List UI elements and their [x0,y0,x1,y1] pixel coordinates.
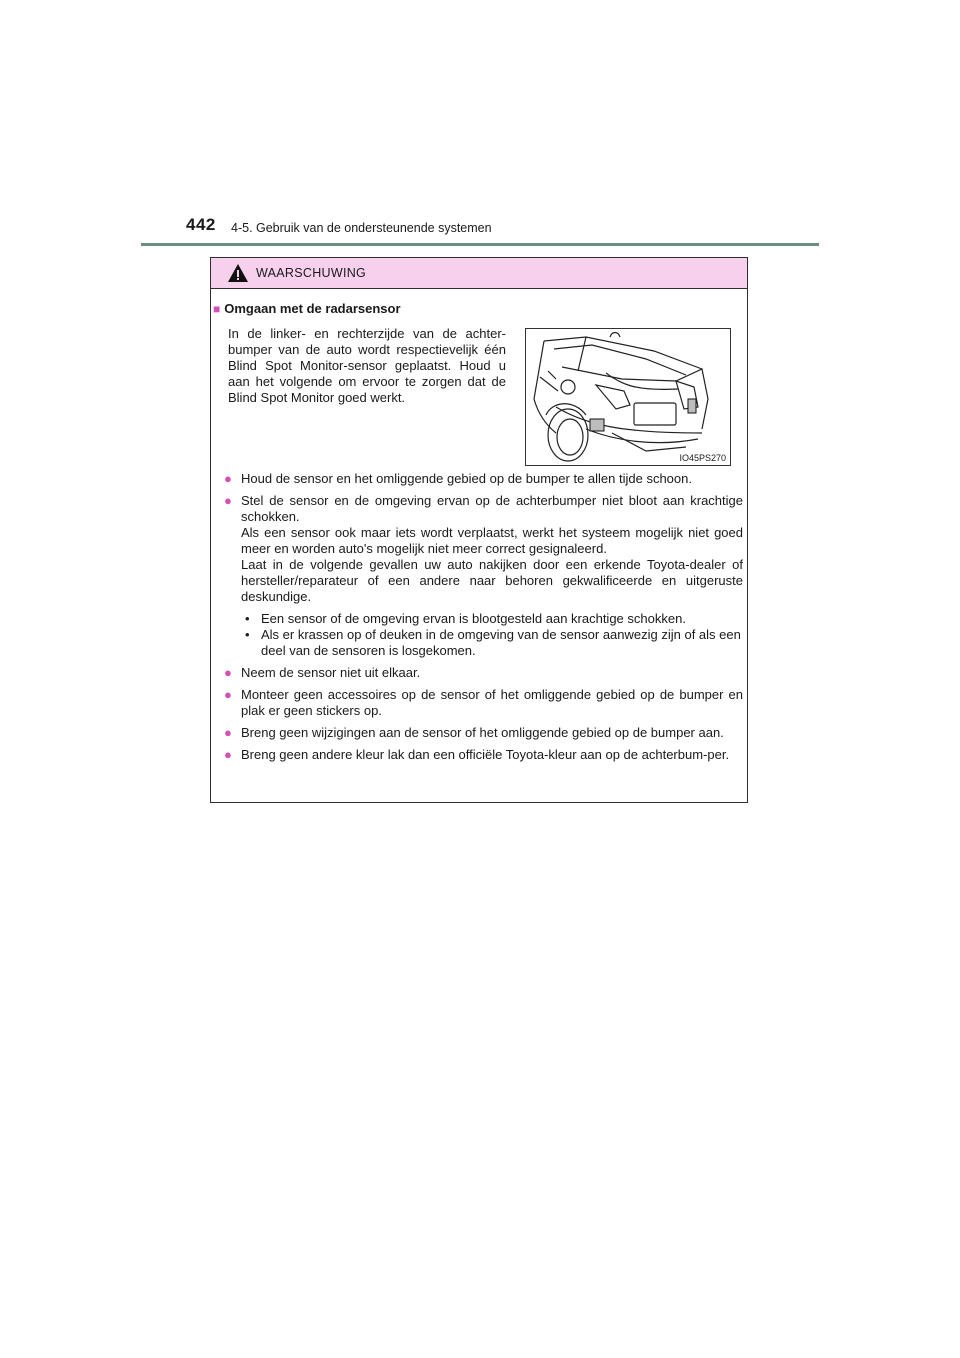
bullet-text: Breng geen wijzigingen aan de sensor of het omliggende gebied op de bumper aan. [241,725,724,740]
sub-list-item [241,627,743,659]
list-item [223,687,743,719]
warning-title: WAARSCHUWING [256,266,367,280]
list-item [223,747,743,763]
figure-label: IO45PS270 [679,453,726,463]
car-rear-illustration [526,329,730,465]
subheading-text: Omgaan met de radarsensor [224,301,401,316]
warning-triangle-icon [227,263,249,283]
bullet-text: Monteer geen accessoires op de sensor of het omliggende gebied op de bumper en plak er geen stickers op. [241,687,743,718]
list-item [223,665,743,681]
circle-bullet-icon: ● [224,493,232,508]
sub-list [241,611,743,659]
circle-bullet-icon: ● [224,747,232,762]
circle-bullet-icon: ● [224,471,232,486]
sub-item-text: Als er krassen op of deuken in de omgeving van de sensor aanwezig zijn of als een deel van de sensoren is losgekomen. [261,627,741,658]
bullet-text: Neem de sensor niet uit elkaar. [241,665,421,680]
list-item [223,493,743,659]
dot-bullet-icon: • [245,627,250,642]
circle-bullet-icon: ● [224,665,232,680]
warning-box [210,257,748,803]
bullet-text: Breng geen andere kleur lak dan een officiële Toyota-kleur aan op de achterbum-per. [241,747,730,762]
sensor-right [688,399,696,413]
intro-text: In de linker- en rechterzijde van de achter-bumper van de auto wordt respectievelijk één Blind Spot Monitor-sensor geplaatst. Houd u aan het volgende om ervoor te zorgen dat de Blind Spot Monitor goed werkt. [228,326,506,405]
circle-bullet-icon: ● [224,725,232,740]
sub-item-text: Een sensor of de omgeving ervan is blootgesteld aan krachtige schokken. [261,611,686,626]
sub-list-item [241,611,743,627]
subheading [213,301,401,316]
car-rear-figure [525,328,731,466]
square-bullet-icon: ■ [213,302,221,316]
header-rule [141,243,819,246]
list-item [223,471,743,487]
bullet-text: Houd de sensor en het omliggende gebied op de bumper te allen tijde schoon. [241,471,692,486]
section-title: 4-5. Gebruik van de ondersteunende systemen [231,221,492,235]
dot-bullet-icon: • [245,611,250,626]
bullet-text: Stel de sensor en de omgeving ervan op de achterbumper niet bloot aan krachtige schokken. [241,493,743,524]
sensor-left [590,419,604,431]
bullet-text-continued: Laat in de volgende gevallen uw auto nakijken door een erkende Toyota-dealer of hersteller/reparateur of een andere naar behoren gekwalificeerde en uitgeruste deskundige. [241,557,743,604]
bullet-text-continued: Als een sensor ook maar iets wordt verplaatst, werkt het systeem mogelijk niet goed meer en worden auto's mogelijk niet meer correct gesignaleerd. [241,525,743,556]
circle-bullet-icon: ● [224,687,232,702]
list-item [223,725,743,741]
page-number: 442 [186,215,216,234]
bullet-list [223,471,743,769]
warning-header [211,258,747,289]
